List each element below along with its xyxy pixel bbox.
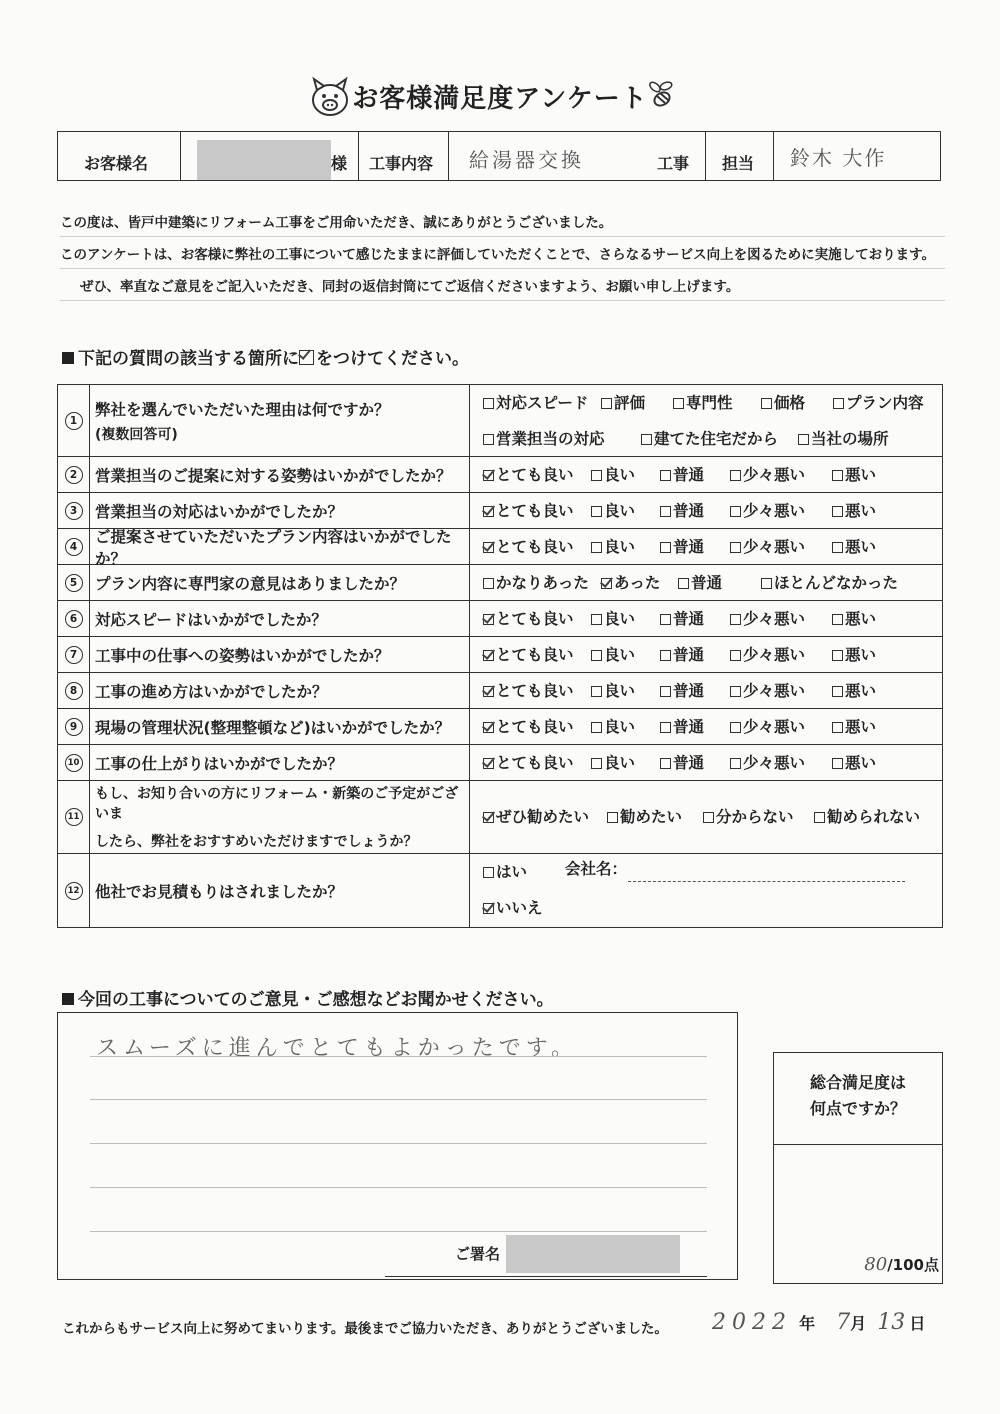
rating-option[interactable]: 悪い: [832, 715, 876, 737]
question-row-9: [58, 709, 942, 745]
question-text: 工事の仕上がりはいかがでしたか？: [95, 754, 344, 773]
question-row-1: [58, 385, 942, 457]
date-day-label: 日: [909, 1314, 926, 1333]
question-text-cell: [91, 493, 470, 528]
rating-options: [483, 745, 942, 780]
checkbox-icon[interactable]: [591, 470, 602, 481]
comments-box[interactable]: [57, 1012, 738, 1280]
staff-label: 担当: [722, 154, 755, 173]
checkbox-icon[interactable]: [660, 722, 671, 733]
recommend-option[interactable]: 勧められない: [814, 805, 920, 827]
option-no[interactable]: いいえ: [483, 896, 543, 918]
intro-line-2: このアンケートは、お客様に弊社の工事について感じたままに評価していただくことで、さらなるサービス向上を図るために実施しております。: [60, 242, 945, 269]
option-sales-rep[interactable]: 営業担当の対応: [483, 427, 605, 449]
satisfaction-question-line1: 総合満足度は: [809, 1073, 906, 1092]
ruled-line: [90, 1056, 707, 1057]
checkbox-icon[interactable]: [730, 758, 741, 769]
expert-opinion-options: [483, 565, 942, 600]
question-number-cell: [58, 565, 90, 600]
question-text-cell: [91, 601, 470, 636]
rating-option[interactable]: 悪い: [832, 535, 876, 557]
intro-line-1: この度は、皆戸中建築にリフォーム工事をご用命いただき、誠にありがとうございました。: [60, 210, 945, 237]
question-number-cell: [58, 457, 90, 492]
question-number: 7: [65, 646, 83, 664]
section-comments-heading: [62, 985, 554, 1010]
rating-option[interactable]: 良い: [591, 535, 635, 557]
question-row-12: [58, 854, 942, 927]
question-number-cell: [58, 781, 90, 853]
checkbox-icon[interactable]: [730, 470, 741, 481]
checkbox-icon[interactable]: [761, 398, 772, 409]
rating-options: [483, 457, 942, 492]
question-number: 1: [65, 412, 83, 430]
other-quote-options: [483, 854, 942, 927]
question-text-cell: [91, 385, 470, 456]
ruled-line: [90, 1143, 707, 1144]
checkbox-icon[interactable]: [483, 903, 494, 914]
question-number: 4: [65, 538, 83, 556]
checkbox-icon[interactable]: [832, 758, 843, 769]
rating-option[interactable]: 少々悪い: [730, 679, 805, 701]
checkbox-icon[interactable]: [591, 650, 602, 661]
question-text-cell: [91, 457, 470, 492]
signature-label: ご署名: [455, 1245, 501, 1263]
question-number: 3: [65, 502, 83, 520]
rating-option[interactable]: 良い: [591, 643, 635, 665]
rating-options: [483, 493, 942, 528]
checkbox-icon[interactable]: [591, 686, 602, 697]
question-text-cell: [91, 565, 470, 600]
checkbox-icon[interactable]: [660, 686, 671, 697]
rating-option[interactable]: 悪い: [832, 463, 876, 485]
question-row-11: [58, 781, 942, 854]
question-number-cell: [58, 745, 90, 780]
checkbox-icon[interactable]: [833, 398, 844, 409]
checkbox-icon[interactable]: [678, 578, 689, 589]
date-year: 2022: [712, 1310, 792, 1335]
question-text: もし、お知り合いの方にリフォーム・新築のご予定がございま: [95, 786, 459, 822]
rating-option[interactable]: 良い: [591, 607, 635, 629]
score-suffix: /100点: [887, 1256, 939, 1274]
checked-checkbox-icon[interactable]: [483, 614, 494, 625]
rating-option[interactable]: とても良い: [483, 607, 574, 629]
recommend-option[interactable]: 分からない: [703, 805, 794, 827]
question-text-cell: [91, 637, 470, 672]
question-text: 営業担当の対応はいかがでしたか？: [95, 502, 344, 521]
question-subtext: (複数回答可): [95, 426, 178, 443]
checkbox-icon[interactable]: [832, 686, 843, 697]
checked-checkbox-icon[interactable]: [601, 578, 612, 589]
question-number-cell: [58, 385, 90, 456]
question-text: 工事中の仕事への姿勢はいかがでしたか？: [95, 646, 390, 665]
rating-options: [483, 709, 942, 744]
question-number-cell: [58, 601, 90, 636]
question-text: 他社でお見積もりはされましたか？: [95, 882, 344, 901]
score-field[interactable]: [864, 1254, 939, 1275]
option-expertise[interactable]: 専門性: [673, 391, 733, 413]
rating-option[interactable]: とても良い: [483, 679, 574, 701]
rating-options: [483, 637, 942, 672]
question-text-cell: [91, 527, 470, 568]
rating-option[interactable]: 少々悪い: [730, 535, 805, 557]
question-text-cell: [91, 745, 470, 780]
rating-option[interactable]: 普通: [660, 751, 704, 773]
staff-name-value: 鈴木 大作: [790, 146, 887, 170]
checkbox-example-icon: [299, 350, 314, 365]
checkbox-icon[interactable]: [660, 470, 671, 481]
question-text: 現場の管理状況(整理整頓など)はいかがでしたか？: [95, 718, 451, 737]
rating-option[interactable]: とても良い: [483, 463, 574, 485]
option-reputation[interactable]: 評価: [601, 391, 645, 413]
question-number-cell: [58, 529, 90, 564]
checkbox-icon[interactable]: [483, 434, 494, 445]
company-name-field[interactable]: [628, 881, 905, 882]
rating-option[interactable]: 普通: [660, 535, 704, 557]
checked-checkbox-icon[interactable]: [483, 758, 494, 769]
rating-option[interactable]: 悪い: [832, 499, 876, 521]
satisfaction-question-line2: 何点ですか？: [809, 1099, 906, 1118]
rating-option[interactable]: とても良い: [483, 499, 574, 521]
checked-checkbox-icon[interactable]: [483, 686, 494, 697]
ruled-line: [90, 1099, 707, 1100]
recommend-options: [483, 781, 942, 853]
overall-satisfaction-box: [773, 1052, 943, 1284]
date-month: 7: [836, 1310, 851, 1335]
rating-option[interactable]: とても良い: [483, 643, 574, 665]
date-month-label: 月: [850, 1314, 867, 1333]
instructions-text-pre: 下記の質問の該当する箇所に: [78, 349, 299, 369]
score-value: 80: [864, 1254, 888, 1275]
customer-name-label-cell: [58, 132, 181, 180]
rating-option[interactable]: 普通: [660, 607, 704, 629]
checked-checkbox-icon[interactable]: [483, 650, 494, 661]
rating-option[interactable]: 普通: [660, 715, 704, 737]
comments-heading-text: 今回の工事についてのご意見・ご感想などお聞かせください。: [78, 990, 554, 1010]
checkbox-icon[interactable]: [641, 434, 652, 445]
staff-label-cell: [706, 132, 774, 180]
honorific-label: 様: [331, 154, 348, 173]
question-number-cell: [58, 637, 90, 672]
rating-option[interactable]: 少々悪い: [730, 715, 805, 737]
option-plan[interactable]: プラン内容: [833, 391, 924, 413]
question-row-4: [58, 527, 942, 568]
rating-option[interactable]: 良い: [591, 499, 635, 521]
question-text-cell: [91, 709, 470, 744]
checkbox-icon[interactable]: [832, 650, 843, 661]
checkbox-icon[interactable]: [660, 614, 671, 625]
checkbox-icon[interactable]: [730, 614, 741, 625]
work-label-cell: [359, 132, 449, 180]
section-instructions-heading: [62, 344, 469, 369]
rating-option[interactable]: 少々悪い: [730, 643, 805, 665]
checkbox-icon[interactable]: [483, 578, 494, 589]
question-row-5: [58, 565, 942, 601]
recommend-option[interactable]: ぜひ勧めたい: [483, 805, 589, 827]
question-number-cell: [58, 493, 90, 528]
rating-option[interactable]: 悪い: [832, 679, 876, 701]
customer-name-cell: [181, 132, 359, 180]
recommend-option[interactable]: 勧めたい: [607, 805, 682, 827]
rating-option[interactable]: 普通: [660, 499, 704, 521]
checkbox-icon[interactable]: [730, 506, 741, 517]
page-title: お客様満足度アンケート: [352, 84, 648, 114]
option-built-house[interactable]: 建てた住宅だから: [641, 427, 778, 449]
option-speed[interactable]: 対応スピード: [483, 391, 588, 413]
checked-checkbox-icon[interactable]: [483, 722, 494, 733]
rating-option[interactable]: 少々悪い: [730, 463, 805, 485]
checkbox-icon[interactable]: [798, 434, 809, 445]
question-number: 6: [65, 610, 83, 628]
question-row-7: [58, 637, 942, 673]
checkbox-icon[interactable]: [591, 758, 602, 769]
rating-options: [483, 529, 942, 564]
expert-option[interactable]: ほとんどなかった: [761, 571, 898, 593]
question-number-cell: [58, 673, 90, 708]
checkbox-icon[interactable]: [591, 542, 602, 553]
rating-option[interactable]: 少々悪い: [730, 607, 805, 629]
checkbox-icon[interactable]: [660, 542, 671, 553]
question-text: プラン内容に専門家の意見はありましたか？: [95, 574, 406, 593]
question-row-8: [58, 673, 942, 709]
expert-option[interactable]: かなりあった: [483, 571, 589, 593]
work-suffix-label: 工事: [657, 154, 690, 173]
option-location[interactable]: 当社の場所: [798, 427, 889, 449]
question-number: 9: [65, 718, 83, 736]
checkbox-icon[interactable]: [730, 686, 741, 697]
checkbox-icon[interactable]: [660, 758, 671, 769]
question-number: 5: [65, 574, 83, 592]
signature-line: [385, 1276, 707, 1277]
checkbox-icon[interactable]: [832, 542, 843, 553]
square-bullet-icon: [62, 993, 74, 1005]
checkbox-icon[interactable]: [591, 722, 602, 733]
question-number: 8: [65, 682, 83, 700]
customer-name-label: お客様名: [84, 154, 149, 173]
question-number-cell: [58, 709, 90, 744]
checkbox-icon[interactable]: [607, 812, 618, 823]
rating-option[interactable]: とても良い: [483, 535, 574, 557]
checkbox-icon[interactable]: [601, 398, 612, 409]
question-number-cell: [58, 854, 90, 927]
checkbox-icon[interactable]: [832, 470, 843, 481]
work-content-value: 給湯器交換: [469, 148, 584, 172]
rating-options: [483, 601, 942, 636]
rating-option[interactable]: 悪い: [832, 643, 876, 665]
question-number: 2: [65, 466, 83, 484]
expert-option[interactable]: あった: [601, 571, 660, 593]
checkbox-icon[interactable]: [730, 650, 741, 661]
option-price[interactable]: 価格: [761, 391, 805, 413]
customer-info-row: [57, 131, 941, 181]
checkbox-icon[interactable]: [483, 867, 494, 878]
company-name-label: 会社名：: [565, 860, 628, 878]
ruled-line: [90, 1231, 707, 1232]
rating-option[interactable]: 少々悪い: [730, 499, 805, 521]
question-text: 対応スピードはいかがでしたか？: [95, 610, 327, 629]
question-text-cell: [91, 854, 470, 927]
rating-option[interactable]: 普通: [660, 643, 704, 665]
work-content-label: 工事内容: [369, 154, 434, 173]
options-cell: [483, 385, 942, 456]
redacted-customer-name: [197, 140, 331, 180]
question-row-10: [58, 745, 942, 781]
redacted-signature: [506, 1235, 680, 1273]
questionnaire-table: [57, 384, 943, 928]
checkbox-icon[interactable]: [483, 398, 494, 409]
date-year-label: 年: [799, 1314, 816, 1333]
checkbox-icon[interactable]: [591, 614, 602, 625]
rating-option[interactable]: 悪い: [832, 751, 876, 773]
footer-thanks: これからもサービス向上に努めてまいります。最後までご協力いただき、ありがとうございました。: [62, 1321, 668, 1337]
rating-option[interactable]: 少々悪い: [730, 751, 805, 773]
rating-options: [483, 673, 942, 708]
question-number: 11: [65, 808, 83, 826]
checked-checkbox-icon[interactable]: [483, 542, 494, 553]
question-row-6: [58, 601, 942, 637]
question-text: 工事の進め方はいかがでしたか？: [95, 682, 328, 701]
rating-option[interactable]: 悪い: [832, 607, 876, 629]
question-subtext: したら、弊社をおすすめいただけますでしょうか？: [95, 834, 418, 850]
rating-option[interactable]: 普通: [660, 679, 704, 701]
checkbox-icon[interactable]: [832, 614, 843, 625]
checkbox-icon[interactable]: [730, 722, 741, 733]
instructions-text-post: をつけてください。: [316, 349, 469, 369]
checkbox-icon[interactable]: [660, 650, 671, 661]
bee-decoration-icon: [645, 78, 677, 112]
checkbox-icon[interactable]: [673, 398, 684, 409]
question-number: 12: [65, 882, 83, 900]
question-text-cell: [91, 781, 470, 853]
intro-line-3: ぜひ、率直なご意見をご記入いただき、同封の返信封筒にてご返信くださいますよう、お願い申し上げます。: [60, 274, 945, 301]
checkbox-icon[interactable]: [832, 722, 843, 733]
satisfaction-question: [774, 1053, 942, 1145]
checked-checkbox-icon[interactable]: [483, 812, 494, 823]
question-text: ご提案させていただいたプラン内容はいかがでしたか？: [95, 527, 452, 568]
date-day: 13: [877, 1310, 906, 1335]
checkbox-icon[interactable]: [591, 506, 602, 517]
square-bullet-icon: [62, 352, 74, 364]
checkbox-icon[interactable]: [832, 506, 843, 517]
checkbox-icon[interactable]: [730, 542, 741, 553]
rating-option[interactable]: とても良い: [483, 715, 574, 737]
staff-name-cell: [774, 132, 940, 180]
question-text: 弊社を選んでいただいた理由は何ですか？: [95, 400, 390, 419]
rating-option[interactable]: 普通: [660, 463, 704, 485]
checkbox-icon[interactable]: [660, 506, 671, 517]
checkbox-icon[interactable]: [703, 812, 714, 823]
checked-checkbox-icon[interactable]: [483, 470, 494, 481]
work-content-cell: [449, 132, 706, 180]
rating-option[interactable]: 良い: [591, 715, 635, 737]
comment-handwritten: スムーズに進んでとてもよかったです。: [96, 1036, 579, 1061]
question-text: 営業担当のご提案に対する姿勢はいかがでしたか？: [95, 466, 452, 485]
rating-option[interactable]: 良い: [591, 751, 635, 773]
option-yes[interactable]: はい: [483, 860, 527, 882]
rating-option[interactable]: とても良い: [483, 751, 574, 773]
checked-checkbox-icon[interactable]: [483, 506, 494, 517]
question-row-2: [58, 457, 942, 493]
footer-date: [712, 1310, 925, 1335]
question-text-cell: [91, 673, 470, 708]
rating-option[interactable]: 良い: [591, 463, 635, 485]
question-number: 10: [65, 754, 83, 772]
checkbox-icon[interactable]: [814, 812, 825, 823]
rating-option[interactable]: 良い: [591, 679, 635, 701]
ruled-line: [90, 1187, 707, 1188]
expert-option[interactable]: 普通: [678, 571, 722, 593]
checkbox-icon[interactable]: [761, 578, 772, 589]
